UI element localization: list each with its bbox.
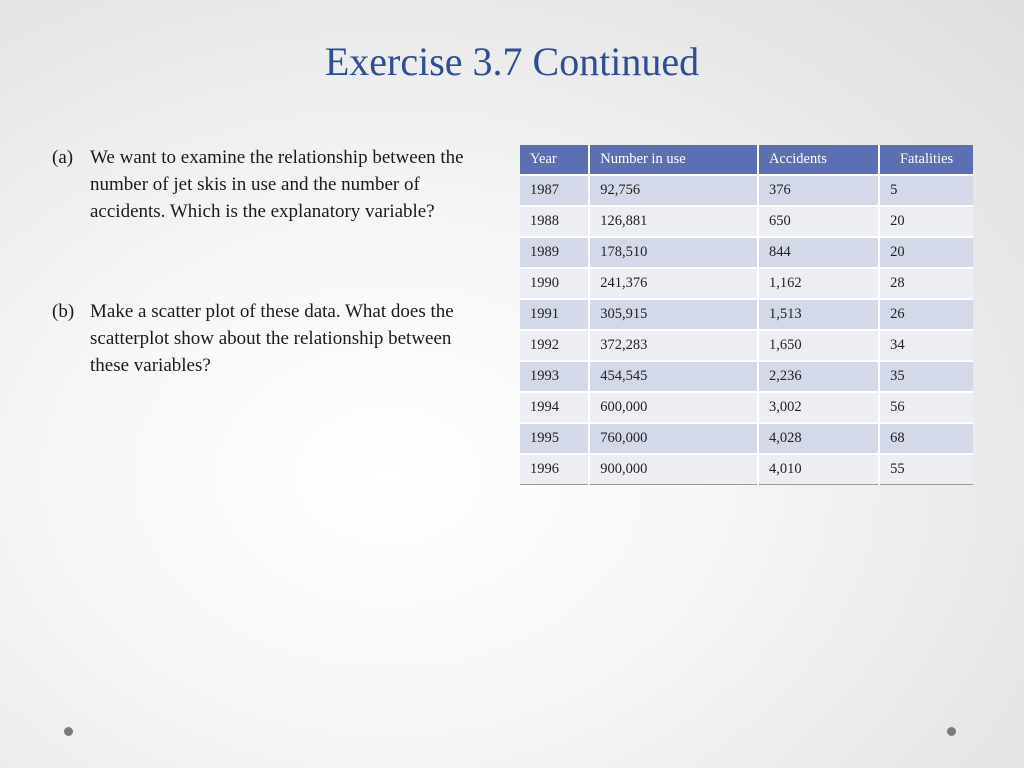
table-row xyxy=(520,454,973,485)
cell-accidents: 1,513 xyxy=(758,299,879,330)
cell-year: 1993 xyxy=(520,361,589,392)
cell-number-in-use: 600,000 xyxy=(589,392,758,423)
cell-accidents: 1,650 xyxy=(758,330,879,361)
cell-accidents: 650 xyxy=(758,206,879,237)
table-header-row xyxy=(520,145,973,175)
table-row xyxy=(520,361,973,392)
cell-year: 1991 xyxy=(520,299,589,330)
header-fatalities: Fatalities xyxy=(879,145,973,175)
cell-number-in-use: 178,510 xyxy=(589,237,758,268)
question-b xyxy=(52,298,482,379)
decorative-dot-right xyxy=(947,727,956,736)
question-a-label: (a) xyxy=(52,147,74,168)
table-row xyxy=(520,330,973,361)
header-accidents: Accidents xyxy=(758,145,879,175)
header-number-in-use: Number in use xyxy=(589,145,758,175)
table-row xyxy=(520,423,973,454)
cell-year: 1990 xyxy=(520,268,589,299)
cell-fatalities: 34 xyxy=(879,330,973,361)
cell-accidents: 1,162 xyxy=(758,268,879,299)
cell-number-in-use: 241,376 xyxy=(589,268,758,299)
question-list xyxy=(52,144,482,379)
cell-accidents: 3,002 xyxy=(758,392,879,423)
cell-fatalities: 55 xyxy=(879,454,973,485)
cell-number-in-use: 760,000 xyxy=(589,423,758,454)
cell-year: 1992 xyxy=(520,330,589,361)
cell-fatalities: 20 xyxy=(879,206,973,237)
header-year: Year xyxy=(520,145,589,175)
table-row xyxy=(520,237,973,268)
cell-year: 1989 xyxy=(520,237,589,268)
cell-number-in-use: 126,881 xyxy=(589,206,758,237)
cell-accidents: 2,236 xyxy=(758,361,879,392)
table-row xyxy=(520,268,973,299)
slide-title: Exercise 3.7 Continued xyxy=(324,39,700,84)
cell-year: 1988 xyxy=(520,206,589,237)
cell-fatalities: 56 xyxy=(879,392,973,423)
cell-number-in-use: 900,000 xyxy=(589,454,758,485)
jet-ski-data-table xyxy=(520,145,973,485)
cell-year: 1987 xyxy=(520,175,589,206)
cell-fatalities: 35 xyxy=(879,361,973,392)
cell-number-in-use: 454,545 xyxy=(589,361,758,392)
cell-fatalities: 26 xyxy=(879,299,973,330)
question-b-text: Make a scatter plot of these data. What does the scatterplot show about the relationship between these variables? xyxy=(90,301,454,376)
cell-accidents: 4,010 xyxy=(758,454,879,485)
cell-fatalities: 20 xyxy=(879,237,973,268)
cell-year: 1994 xyxy=(520,392,589,423)
table-row xyxy=(520,299,973,330)
question-a-text: We want to examine the relationship between the number of jet skis in use and the number of accidents. Which is the explanatory variable? xyxy=(90,147,464,222)
table-row xyxy=(520,392,973,423)
cell-number-in-use: 372,283 xyxy=(589,330,758,361)
cell-accidents: 376 xyxy=(758,175,879,206)
decorative-dot-left xyxy=(64,727,73,736)
table-row xyxy=(520,206,973,237)
cell-number-in-use: 92,756 xyxy=(589,175,758,206)
cell-year: 1996 xyxy=(520,454,589,485)
question-a xyxy=(52,144,482,225)
cell-number-in-use: 305,915 xyxy=(589,299,758,330)
cell-year: 1995 xyxy=(520,423,589,454)
table-row xyxy=(520,175,973,206)
cell-fatalities: 68 xyxy=(879,423,973,454)
question-b-label: (b) xyxy=(52,301,75,322)
cell-fatalities: 5 xyxy=(879,175,973,206)
cell-accidents: 844 xyxy=(758,237,879,268)
cell-accidents: 4,028 xyxy=(758,423,879,454)
cell-fatalities: 28 xyxy=(879,268,973,299)
